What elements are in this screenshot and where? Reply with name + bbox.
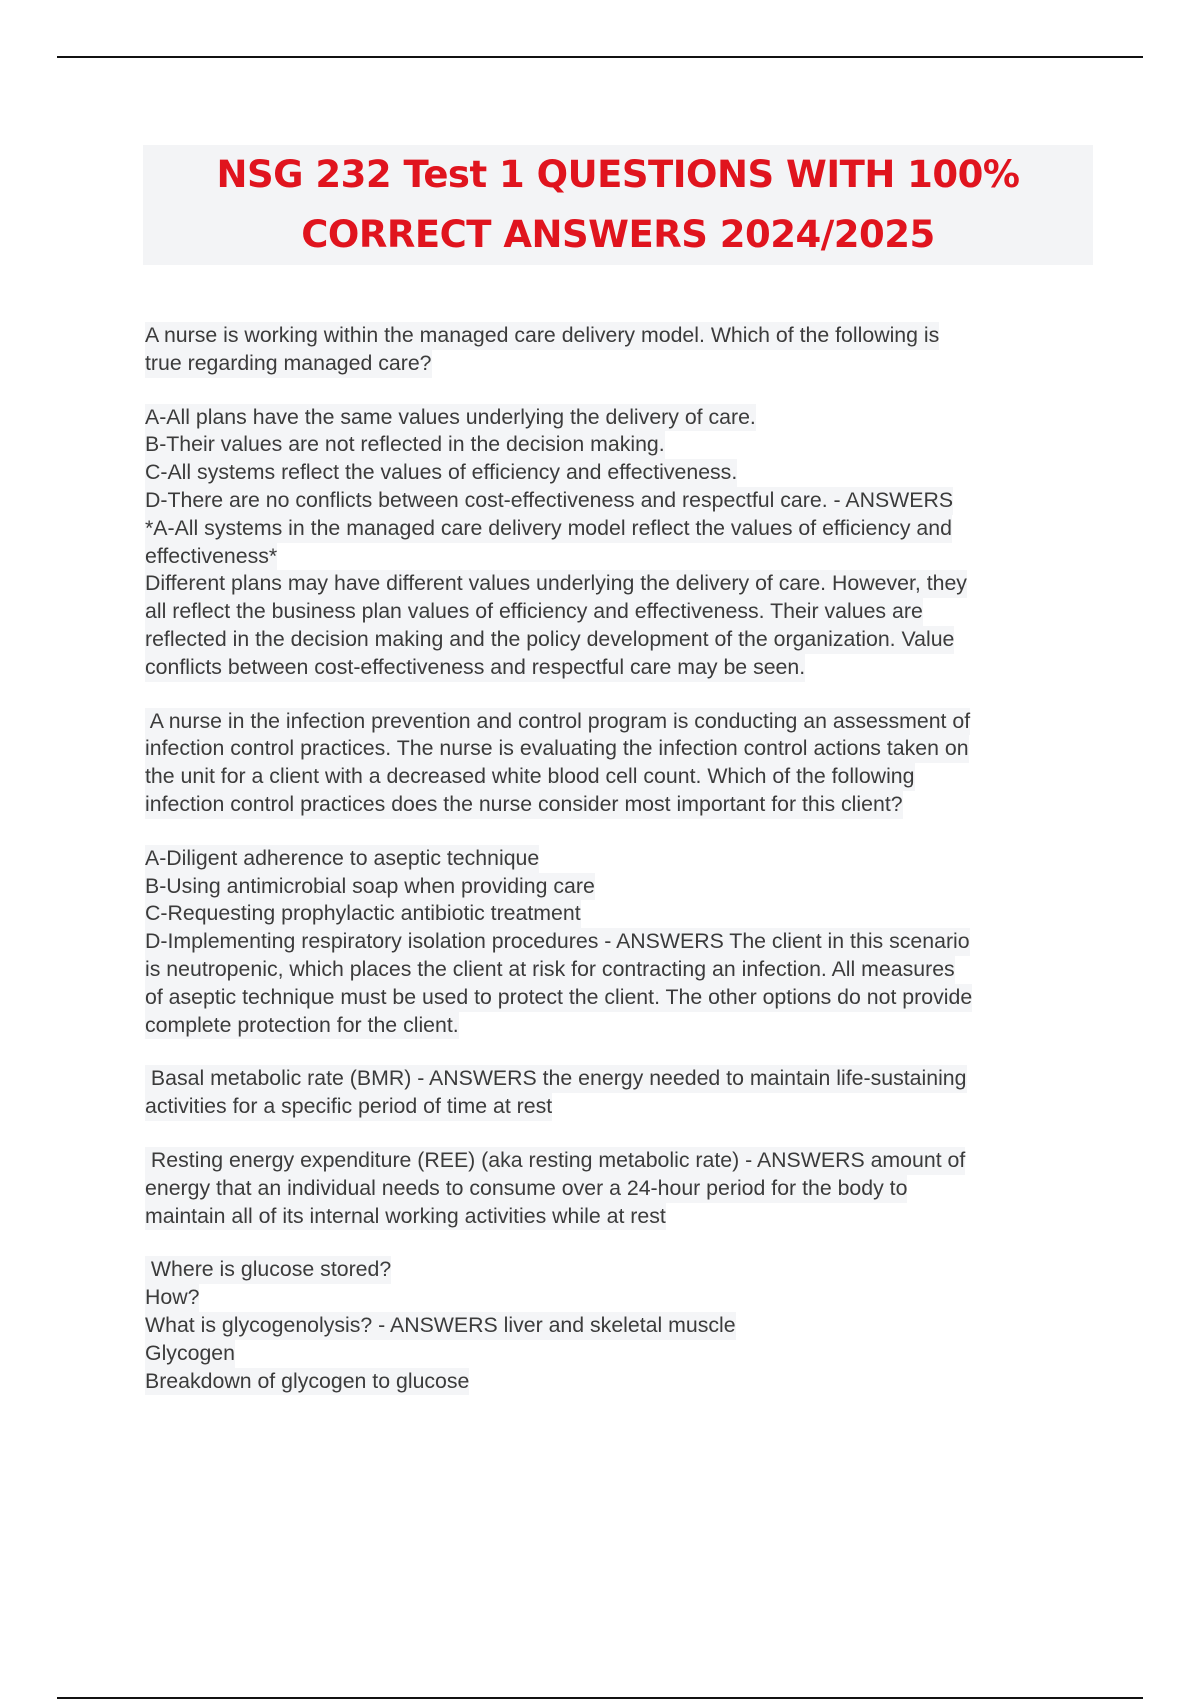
text-line: Where is glucose stored?	[145, 1256, 391, 1284]
text-line: energy that an individual needs to consume over a 24-hour period for the body to	[145, 1175, 907, 1203]
text-line: true regarding managed care?	[145, 350, 432, 378]
page-title	[143, 145, 1093, 265]
text-line: What is glycogenolysis? - ANSWERS liver and skeletal muscle	[145, 1312, 736, 1340]
text-line: Breakdown of glycogen to glucose	[145, 1368, 469, 1396]
text-line: A-All plans have the same values underlying the delivery of care.	[145, 404, 756, 432]
text-line: Resting energy expenditure (REE) (aka resting metabolic rate) - ANSWERS amount of	[145, 1147, 965, 1175]
text-line: D-Implementing respiratory isolation procedures - ANSWERS The client in this scenario	[145, 928, 970, 956]
text-line: the unit for a client with a decreased white blood cell count. Which of the following	[145, 763, 915, 791]
question-block	[145, 1065, 1085, 1121]
text-line: *A-All systems in the managed care delivery model reflect the values of efficiency and	[145, 515, 952, 543]
question-block	[145, 404, 1085, 682]
text-line: reflected in the decision making and the policy development of the organization. Value	[145, 626, 954, 654]
text-line: conflicts between cost-effectiveness and respectful care may be seen.	[145, 654, 805, 682]
text-line: effectiveness*	[145, 543, 277, 571]
text-line: infection control practices. The nurse is evaluating the infection control actions taken on	[145, 735, 969, 763]
text-line: maintain all of its internal working activities while at rest	[145, 1203, 666, 1231]
paragraph-gap	[145, 682, 1085, 708]
text-line: C-Requesting prophylactic antibiotic treatment	[145, 900, 581, 928]
text-line: is neutropenic, which places the client at risk for contracting an infection. All measures	[145, 956, 955, 984]
text-line: Different plans may have different values underlying the delivery of care. However, they	[145, 570, 967, 598]
paragraph-gap	[145, 819, 1085, 845]
document-body	[145, 322, 1085, 1395]
text-line: all reflect the business plan values of efficiency and effectiveness. Their values are	[145, 598, 923, 626]
text-line: B-Using antimicrobial soap when providing care	[145, 873, 595, 901]
question-block	[145, 708, 1085, 819]
question-block	[145, 322, 1085, 378]
bottom-divider	[57, 1697, 1143, 1699]
question-block	[145, 1256, 1085, 1395]
text-line: Glycogen	[145, 1340, 235, 1368]
text-line: D-There are no conflicts between cost-effectiveness and respectful care. - ANSWERS	[145, 487, 953, 515]
paragraph-gap	[145, 1230, 1085, 1256]
text-line: How?	[145, 1284, 199, 1312]
text-line: Basal metabolic rate (BMR) - ANSWERS the energy needed to maintain life-sustaining	[145, 1065, 967, 1093]
title-line-1: NSG 232 Test 1 QUESTIONS WITH 100%	[216, 153, 1020, 196]
text-line: C-All systems reflect the values of efficiency and effectiveness.	[145, 459, 737, 487]
question-block	[145, 845, 1085, 1040]
title-line-2: CORRECT ANSWERS 2024/2025	[301, 213, 935, 256]
text-line: activities for a specific period of time at rest	[145, 1093, 552, 1121]
text-line: A nurse is working within the managed care delivery model. Which of the following is	[145, 322, 939, 350]
text-line: B-Their values are not reflected in the decision making.	[145, 431, 665, 459]
text-line: infection control practices does the nurse consider most important for this client?	[145, 791, 903, 819]
paragraph-gap	[145, 378, 1085, 404]
question-block	[145, 1147, 1085, 1230]
text-line: complete protection for the client.	[145, 1012, 459, 1040]
paragraph-gap	[145, 1121, 1085, 1147]
paragraph-gap	[145, 1039, 1085, 1065]
text-line: of aseptic technique must be used to protect the client. The other options do not provide	[145, 984, 972, 1012]
text-line: A-Diligent adherence to aseptic technique	[145, 845, 539, 873]
text-line: A nurse in the infection prevention and control program is conducting an assessment of	[145, 708, 970, 736]
top-divider	[57, 56, 1143, 58]
